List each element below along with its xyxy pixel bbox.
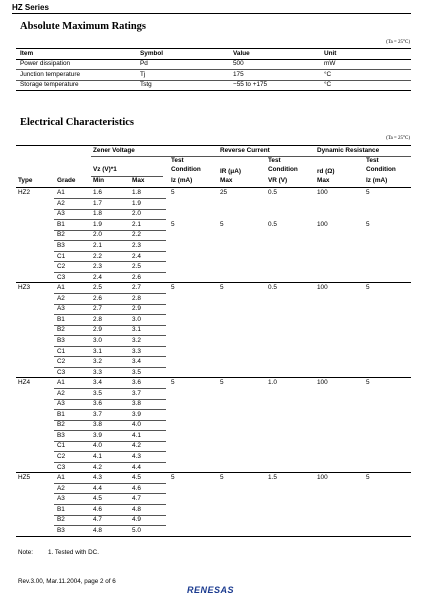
test-label: Test: [366, 157, 379, 164]
min-cell: 2.8: [93, 315, 102, 323]
absolute-ta-note: (Ta = 25°C): [386, 40, 410, 45]
min-cell: 2.6: [93, 294, 102, 302]
max-cell: 1.9: [132, 199, 141, 207]
min-cell: 4.6: [93, 505, 102, 513]
test-iz2-cell: 5: [366, 220, 370, 228]
max-cell: 3.5: [132, 368, 141, 376]
grade-cell: A1: [57, 189, 65, 197]
abs-cell: Storage temperature: [20, 81, 79, 89]
abs-cell: Power dissipation: [20, 60, 71, 68]
table-row: [16, 209, 411, 218]
abs-col-item: Item: [20, 50, 34, 58]
grade-cell: C2: [57, 263, 66, 271]
grade-cell: A3: [57, 210, 65, 218]
table-row: [16, 283, 411, 292]
condition-label: Condition: [268, 166, 298, 173]
table-row: [16, 378, 411, 387]
abs-col-symbol: Symbol: [140, 50, 164, 58]
grade-cell: A2: [57, 484, 65, 492]
grade-cell: B3: [57, 431, 65, 439]
grade-cell: B1: [57, 505, 65, 513]
max-cell: 4.0: [132, 421, 141, 429]
table-row: [16, 70, 411, 79]
reverse-current-header: Reverse Current: [220, 147, 270, 154]
electrical-title: Electrical Characteristics: [20, 117, 134, 128]
min-cell: 4.1: [93, 453, 102, 461]
rd-cell: 100: [317, 189, 328, 197]
test-iz-cell: 5: [171, 220, 175, 228]
max-label: Max: [132, 177, 145, 184]
max-cell: 4.9: [132, 516, 141, 524]
rd-cell: 100: [317, 284, 328, 292]
table-row: [16, 410, 411, 419]
max-cell: 4.1: [132, 431, 141, 439]
max-cell: 4.7: [132, 495, 141, 503]
min-cell: 4.2: [93, 463, 102, 471]
electrical-table-body: [16, 188, 411, 538]
type-cell: HZ5: [18, 474, 31, 482]
table-row: [16, 251, 411, 260]
min-cell: 3.5: [93, 389, 102, 397]
dynamic-resistance-header: Dynamic Resistance: [317, 147, 380, 154]
table-row: [16, 515, 411, 524]
min-cell: 2.0: [93, 231, 102, 239]
test-label: Test: [171, 157, 184, 164]
grade-cell: B1: [57, 315, 65, 323]
iz-label: Iz (mA): [171, 177, 193, 184]
renesas-logo: RENESAS: [187, 585, 235, 595]
revision-info: Rev.3.00, Mar.11.2004, page 2 of 6: [18, 578, 116, 585]
grade-cell: C1: [57, 442, 66, 450]
max-label: Max: [317, 177, 330, 184]
ir-cell: 5: [220, 284, 224, 292]
grade-cell: B3: [57, 336, 65, 344]
min-label: Min: [93, 177, 105, 184]
min-cell: 4.8: [93, 526, 102, 534]
min-cell: 1.8: [93, 210, 102, 218]
grade-cell: C3: [57, 273, 66, 281]
ir-cell: 25: [220, 189, 228, 197]
grade-cell: B2: [57, 516, 65, 524]
max-cell: 2.4: [132, 252, 141, 260]
max-cell: 3.4: [132, 358, 141, 366]
type-cell: HZ4: [18, 379, 31, 387]
table-row: [16, 441, 411, 450]
table-row: [16, 272, 411, 281]
grade-cell: C3: [57, 368, 66, 376]
abs-cell: 175: [233, 70, 244, 78]
max-cell: 3.6: [132, 379, 141, 387]
table-row: [16, 473, 411, 482]
vr-cell: 0.5: [268, 284, 277, 292]
table-row: [16, 494, 411, 503]
ir-cell: 5: [220, 379, 224, 387]
test-iz-cell: 5: [171, 189, 175, 197]
min-cell: 3.7: [93, 410, 102, 418]
table-row: [16, 367, 411, 376]
grade-cell: C2: [57, 358, 66, 366]
max-cell: 2.1: [132, 220, 141, 228]
abs-col-unit: Unit: [324, 50, 337, 58]
condition-label: Condition: [366, 166, 396, 173]
min-cell: 3.8: [93, 421, 102, 429]
abs-cell: mW: [324, 60, 336, 68]
max-cell: 4.4: [132, 463, 141, 471]
table-row: [16, 230, 411, 239]
min-cell: 1.9: [93, 220, 102, 228]
min-cell: 1.7: [93, 199, 102, 207]
min-cell: 2.5: [93, 284, 102, 292]
max-cell: 4.5: [132, 474, 141, 482]
table-row: [16, 59, 411, 68]
test-iz2-cell: 5: [366, 379, 370, 387]
table-row: [16, 526, 411, 535]
grade-cell: A2: [57, 294, 65, 302]
max-cell: 2.9: [132, 305, 141, 313]
max-cell: 3.7: [132, 389, 141, 397]
max-cell: 4.3: [132, 453, 141, 461]
iz-label: Iz (mA): [366, 177, 388, 184]
max-cell: 2.2: [132, 231, 141, 239]
test-iz2-cell: 5: [366, 189, 370, 197]
abs-cell: 500: [233, 60, 244, 68]
elec-bottom-rule: [16, 536, 411, 537]
min-cell: 2.2: [93, 252, 102, 260]
ir-cell: 5: [220, 474, 224, 482]
max-cell: 2.0: [132, 210, 141, 218]
table-row: [16, 431, 411, 440]
vr-label: VR (V): [268, 177, 288, 184]
ir-cell: 5: [220, 220, 224, 228]
test-iz-cell: 5: [171, 379, 175, 387]
grade-cell: B2: [57, 326, 65, 334]
condition-label: Condition: [171, 166, 201, 173]
abs-cell: Junction temperature: [20, 70, 81, 78]
grade-cell: A1: [57, 379, 65, 387]
max-cell: 2.3: [132, 242, 141, 250]
table-row: [16, 388, 411, 397]
grade-cell: C2: [57, 453, 66, 461]
min-cell: 3.2: [93, 358, 102, 366]
table-row: [16, 336, 411, 345]
abs-cell: °C: [324, 70, 332, 78]
grade-cell: B1: [57, 410, 65, 418]
grade-cell: B1: [57, 220, 65, 228]
abs-cell: Tstg: [140, 81, 152, 89]
min-cell: 4.4: [93, 484, 102, 492]
max-cell: 2.7: [132, 284, 141, 292]
min-cell: 4.5: [93, 495, 102, 503]
abs-bottom-rule: [16, 90, 411, 91]
abs-cell: −55 to +175: [233, 81, 268, 89]
abs-cell: Tj: [140, 70, 146, 78]
abs-cell: Pd: [140, 60, 148, 68]
max-cell: 2.6: [132, 273, 141, 281]
table-row: [16, 80, 411, 89]
max-cell: 4.6: [132, 484, 141, 492]
test-label: Test: [268, 157, 281, 164]
grade-cell: B2: [57, 421, 65, 429]
min-cell: 4.3: [93, 474, 102, 482]
rd-cell: 100: [317, 379, 328, 387]
grade-cell: A2: [57, 389, 65, 397]
max-cell: 3.9: [132, 410, 141, 418]
type-cell: HZ3: [18, 284, 31, 292]
grade-cell: B3: [57, 242, 65, 250]
min-cell: 3.0: [93, 336, 102, 344]
type-label: Type: [18, 177, 33, 184]
table-row: [16, 346, 411, 355]
table-row: [16, 241, 411, 250]
test-iz-cell: 5: [171, 284, 175, 292]
table-row: [16, 399, 411, 408]
vr-cell: 1.0: [268, 379, 277, 387]
vr-cell: 1.5: [268, 474, 277, 482]
absolute-ratings-title: Absolute Maximum Ratings: [20, 21, 147, 32]
min-cell: 3.1: [93, 347, 102, 355]
grade-cell: B2: [57, 231, 65, 239]
table-row: [16, 325, 411, 334]
test-iz2-cell: 5: [366, 284, 370, 292]
note-text: 1. Tested with DC.: [48, 549, 99, 556]
grade-cell: B3: [57, 526, 65, 534]
min-cell: 3.9: [93, 431, 102, 439]
table-row: [16, 304, 411, 313]
vr-cell: 0.5: [268, 220, 277, 228]
max-cell: 2.5: [132, 263, 141, 271]
grade-cell: A2: [57, 199, 65, 207]
table-row: [16, 220, 411, 229]
grade-cell: A1: [57, 474, 65, 482]
abs-cell: °C: [324, 81, 332, 89]
min-cell: 2.9: [93, 326, 102, 334]
min-cell: 2.7: [93, 305, 102, 313]
test-iz2-cell: 5: [366, 474, 370, 482]
series-title: HZ Series: [12, 3, 49, 12]
max-cell: 1.8: [132, 189, 141, 197]
vr-cell: 0.5: [268, 189, 277, 197]
table-row: [16, 483, 411, 492]
header-rule: [12, 13, 411, 14]
min-cell: 2.4: [93, 273, 102, 281]
min-cell: 1.6: [93, 189, 102, 197]
note-label: Note:: [18, 549, 34, 556]
electrical-ta-note: (Ta = 25°C): [386, 136, 410, 141]
table-row: [16, 199, 411, 208]
grade-cell: A1: [57, 284, 65, 292]
abs-col-value: Value: [233, 50, 250, 58]
table-row: [16, 462, 411, 471]
grade-cell: C3: [57, 463, 66, 471]
zener-voltage-header: Zener Voltage: [93, 147, 135, 154]
min-cell: 4.0: [93, 442, 102, 450]
rd-cell: 100: [317, 220, 328, 228]
max-cell: 3.0: [132, 315, 141, 323]
grade-cell: A3: [57, 305, 65, 313]
min-cell: 2.3: [93, 263, 102, 271]
max-cell: 5.0: [132, 526, 141, 534]
table-row: [16, 357, 411, 366]
min-cell: 3.3: [93, 368, 102, 376]
grade-cell: C1: [57, 347, 66, 355]
max-cell: 2.8: [132, 294, 141, 302]
ir-label: IR (μA): [220, 168, 241, 175]
table-row: [16, 188, 411, 197]
max-cell: 4.2: [132, 442, 141, 450]
vz-label: Vz (V)*1: [93, 166, 117, 173]
max-cell: 4.8: [132, 505, 141, 513]
max-cell: 3.8: [132, 400, 141, 408]
grade-cell: A3: [57, 400, 65, 408]
group-rule: [91, 156, 411, 157]
elec-top-rule: [16, 145, 411, 146]
grade-cell: A3: [57, 495, 65, 503]
test-iz-cell: 5: [171, 474, 175, 482]
abs-header-row: [16, 49, 411, 58]
table-row: [16, 262, 411, 271]
rd-cell: 100: [317, 474, 328, 482]
table-row: [16, 315, 411, 324]
table-row: [16, 420, 411, 429]
rd-label: rd (Ω): [317, 168, 335, 175]
min-cell: 3.6: [93, 400, 102, 408]
max-cell: 3.2: [132, 336, 141, 344]
max-label: Max: [220, 177, 233, 184]
table-row: [16, 294, 411, 303]
min-cell: 4.7: [93, 516, 102, 524]
max-cell: 3.1: [132, 326, 141, 334]
min-cell: 3.4: [93, 379, 102, 387]
max-cell: 3.3: [132, 347, 141, 355]
table-row: [16, 452, 411, 461]
min-cell: 2.1: [93, 242, 102, 250]
table-row: [16, 505, 411, 514]
grade-label: Grade: [57, 177, 76, 184]
grade-cell: C1: [57, 252, 66, 260]
type-cell: HZ2: [18, 189, 31, 197]
